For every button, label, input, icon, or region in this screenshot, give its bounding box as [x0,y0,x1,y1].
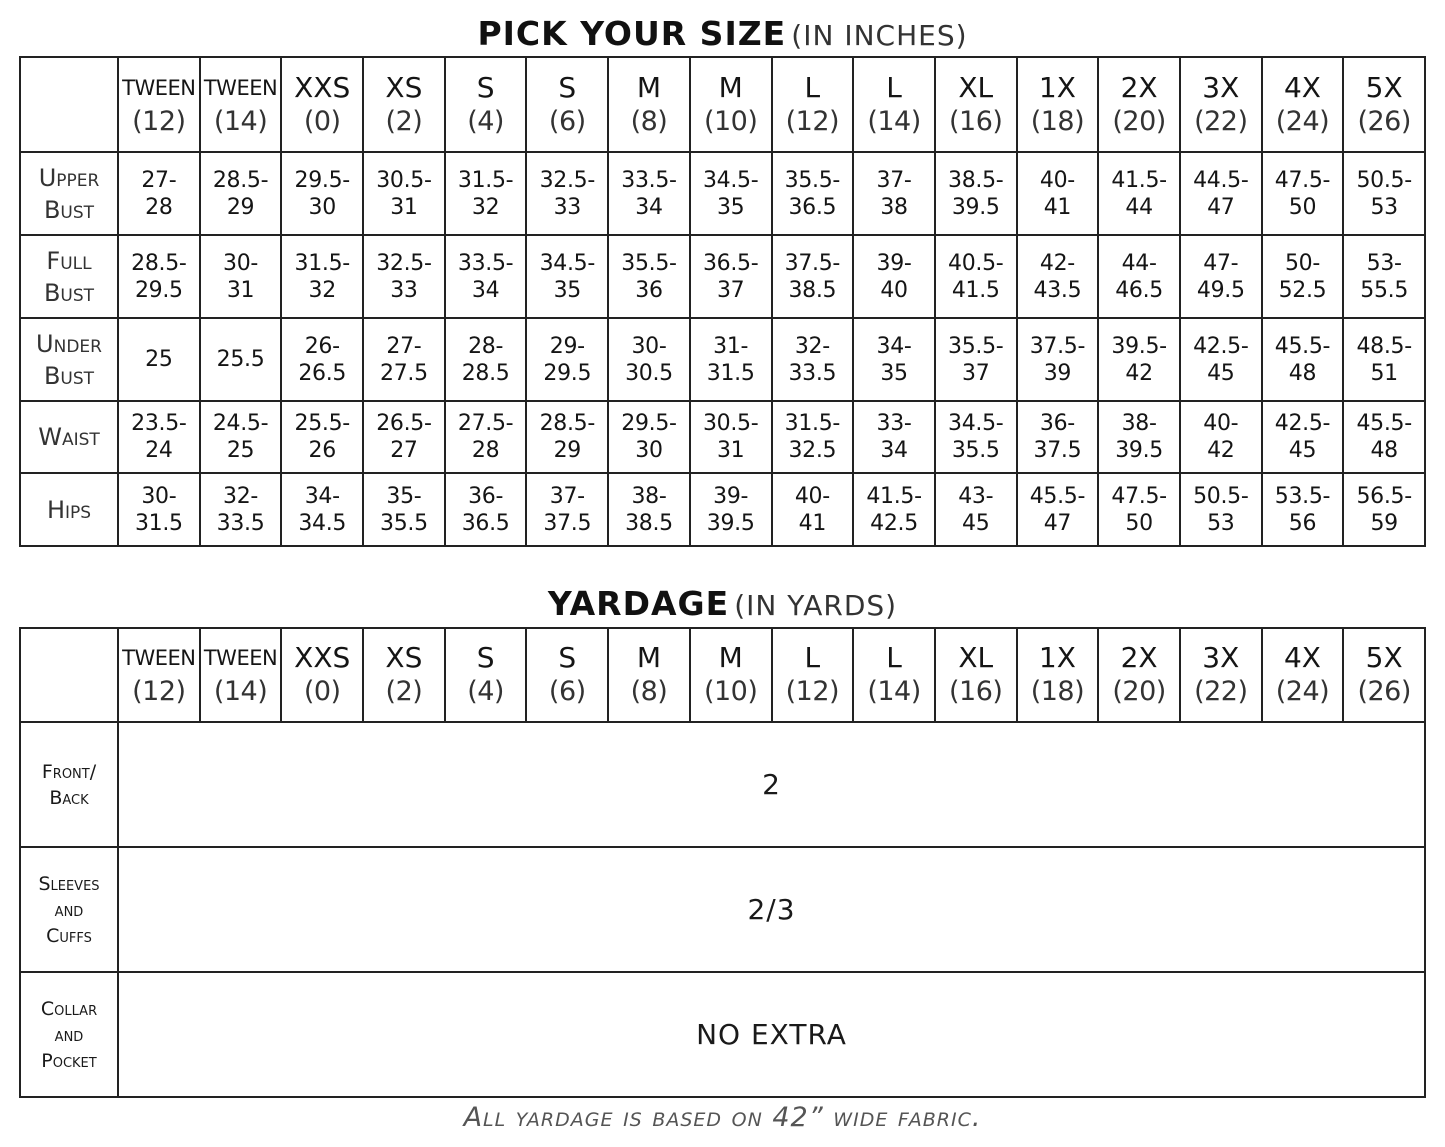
measurement-value: 29- 29.5 [526,318,608,401]
size-name: TWEEN [203,75,278,100]
size-number: (18) [1030,105,1085,137]
measurement-value: 47- 49.5 [1180,235,1262,318]
size-number: (0) [303,676,341,707]
size-header-cell [200,628,282,722]
yardage-label: Front/ Back [20,722,118,847]
size-name: L [804,641,821,674]
size-name: 1X [1038,70,1076,104]
size-name: M [636,70,662,104]
measurement-value: 40- 41 [1017,152,1099,235]
size-number: (4) [467,105,504,137]
measurement-value: 45.5- 48 [1343,401,1425,473]
size-header-cell [363,57,445,152]
size-header-cell [1098,628,1180,722]
size-name: 5X [1365,70,1403,104]
size-number: (8) [630,676,668,707]
size-name: L [886,70,902,104]
size-header-cell [1343,628,1425,722]
measurement-label: Under Bust [20,318,118,401]
size-number: (14) [867,676,921,707]
measurement-value: 33.5- 34 [445,235,527,318]
measurement-value: 30- 30.5 [608,318,690,401]
size-chart-body [20,152,1425,546]
yardage-title-sub: (IN YARDS) [734,589,898,622]
measurement-value: 42.5- 45 [1180,318,1262,401]
size-number: (22) [1194,105,1248,137]
measurement-value: 34- 35 [853,318,935,401]
measurement-value: 40.5- 41.5 [935,235,1017,318]
yardage-label: Collar and Pocket [20,972,118,1097]
measurement-value: 36- 36.5 [445,473,527,546]
measurement-value: 27- 28 [118,152,200,235]
measurement-value: 47.5- 50 [1098,473,1180,546]
measurement-value: 23.5- 24 [118,401,200,473]
measurement-value: 42- 43.5 [1017,235,1099,318]
size-number: (14) [867,105,921,137]
measurement-value: 56.5- 59 [1343,473,1425,546]
size-number: (16) [949,105,1003,137]
measurement-value: 42.5- 45 [1262,401,1344,473]
size-header-cell [118,57,200,152]
measurement-value: 32- 33.5 [200,473,282,546]
size-number: (20) [1112,105,1166,137]
yardage-row [20,847,1425,972]
measurement-value: 40- 42 [1180,401,1262,473]
size-name: S [558,641,577,674]
measurement-value: 26.5- 27 [363,401,445,473]
yardage-value: 2 [118,722,1425,847]
size-name: 1X [1038,641,1076,674]
size-name: S [476,641,495,674]
size-number: (6) [548,105,586,137]
size-name: M [718,641,743,674]
yardage-header-row [20,628,1425,722]
size-number: (14) [213,676,268,707]
size-number: (12) [785,105,840,137]
size-name: L [886,641,902,674]
size-name: XS [385,641,423,674]
measurement-value: 38- 38.5 [608,473,690,546]
measurement-value: 44- 46.5 [1098,235,1180,318]
size-header-cell [200,57,282,152]
measurement-value: 36- 37.5 [1017,401,1099,473]
measurement-value: 28.5- 29.5 [118,235,200,318]
measurement-value: 26- 26.5 [281,318,363,401]
size-header-cell [608,628,690,722]
measurement-value: 41.5- 44 [1098,152,1180,235]
size-number: (18) [1030,676,1085,707]
measurement-value: 35.5- 37 [935,318,1017,401]
yardage-body [20,722,1425,1097]
size-name: 2X [1120,70,1158,104]
measurement-value: 24.5- 25 [200,401,282,473]
yardage-title-main: YARDAGE [547,584,730,623]
measurement-value: 31.5- 32.5 [772,401,854,473]
measurement-label: Waist [20,401,118,473]
size-header-cell [853,628,935,722]
measurement-row [20,401,1425,473]
size-chart-title-sub: (IN INCHES) [791,19,968,52]
size-chart-title-main: PICK YOUR SIZE [477,14,787,53]
size-header-cell [526,628,608,722]
size-number: (2) [385,676,423,707]
size-name: M [636,641,662,674]
measurement-value: 43- 45 [935,473,1017,546]
measurement-label: Hips [20,473,118,546]
measurement-row [20,473,1425,546]
size-header-row [20,57,1425,152]
measurement-value: 34.5- 35 [526,235,608,318]
measurement-value: 38.5- 39.5 [935,152,1017,235]
measurement-value: 39.5- 42 [1098,318,1180,401]
measurement-value: 31.5- 32 [445,152,527,235]
measurement-value: 32.5- 33 [526,152,608,235]
size-header-cell [363,628,445,722]
size-header-cell [118,628,200,722]
yardage-footnote: All yardage is based on 42” wide fabric. [463,1102,982,1133]
measurement-value: 34.5- 35.5 [935,401,1017,473]
measurement-value: 50.5- 53 [1343,152,1425,235]
measurement-value: 30- 31.5 [118,473,200,546]
measurement-value: 29.5- 30 [608,401,690,473]
measurement-value: 38- 39.5 [1098,401,1180,473]
measurement-value: 37.5- 38.5 [772,235,854,318]
yardage-row [20,972,1425,1097]
measurement-label: Full Bust [20,235,118,318]
size-chart-table [19,56,1426,547]
measurement-value: 37- 37.5 [526,473,608,546]
size-name: L [804,70,821,104]
measurement-value: 47.5- 50 [1262,152,1344,235]
size-header-cell [445,628,527,722]
measurement-value: 40- 41 [772,473,854,546]
measurement-value: 33.5- 34 [608,152,690,235]
measurement-value: 32- 33.5 [772,318,854,401]
size-name: 3X [1202,70,1240,104]
size-header-cell [1180,628,1262,722]
size-name: S [558,70,577,104]
size-number: (14) [213,105,268,137]
size-header-cell [690,628,772,722]
size-name: XXS [294,641,351,674]
size-number: (24) [1275,105,1330,137]
measurement-value: 34.5- 35 [690,152,772,235]
yardage-row [20,722,1425,847]
measurement-value: 39- 39.5 [690,473,772,546]
size-number: (10) [703,676,758,707]
size-name: XL [958,641,994,674]
measurement-value: 53- 55.5 [1343,235,1425,318]
size-number: (12) [785,676,840,707]
measurement-value: 34- 34.5 [281,473,363,546]
measurement-value: 53.5- 56 [1262,473,1344,546]
yardage-table [19,627,1426,1098]
size-number: (20) [1112,676,1166,707]
measurement-value: 25.5- 26 [281,401,363,473]
size-header-cell [1262,57,1344,152]
size-number: (8) [630,105,668,137]
size-header-cell [935,57,1017,152]
measurement-value: 39- 40 [853,235,935,318]
size-corner-cell [20,57,118,152]
size-number: (0) [303,105,341,137]
size-number: (22) [1194,676,1248,707]
measurement-value: 29.5- 30 [281,152,363,235]
measurement-value: 25.5 [200,318,282,401]
measurement-value: 41.5- 42.5 [853,473,935,546]
measurement-value: 35.5- 36 [608,235,690,318]
size-name: XL [958,70,994,104]
measurement-label: Upper Bust [20,152,118,235]
size-header-cell [281,628,363,722]
size-number: (2) [385,105,423,137]
size-name: 4X [1283,641,1321,674]
size-name: 2X [1120,641,1158,674]
yardage-label: Sleeves and Cuffs [20,847,118,972]
size-header-cell [1017,628,1099,722]
yardage-value: 2/3 [118,847,1425,972]
measurement-value: 25 [118,318,200,401]
size-header-cell [1098,57,1180,152]
measurement-value: 31- 31.5 [690,318,772,401]
size-header-cell [1180,57,1262,152]
size-header-cell [772,628,854,722]
size-header-cell [608,57,690,152]
measurement-value: 28- 28.5 [445,318,527,401]
size-name: 5X [1365,641,1403,674]
size-header-cell [445,57,527,152]
size-header-cell [526,57,608,152]
measurement-value: 48.5- 51 [1343,318,1425,401]
measurement-value: 32.5- 33 [363,235,445,318]
measurement-value: 35.5- 36.5 [772,152,854,235]
measurement-value: 27- 27.5 [363,318,445,401]
size-header-cell [853,57,935,152]
size-header-cell [935,628,1017,722]
measurement-value: 27.5- 28 [445,401,527,473]
yardage-corner-cell [20,628,118,722]
size-number: (6) [548,676,586,707]
measurement-row [20,235,1425,318]
size-header-cell [1262,628,1344,722]
size-name: 3X [1202,641,1240,674]
size-number: (24) [1275,676,1330,707]
size-chart-title [0,14,1445,53]
size-name: TWEEN [203,646,278,670]
size-number: (4) [467,676,504,707]
size-header-cell [281,57,363,152]
measurement-value: 37- 38 [853,152,935,235]
measurement-value: 50.5- 53 [1180,473,1262,546]
size-name: 4X [1283,70,1321,104]
size-header-cell [1343,57,1425,152]
measurement-value: 45.5- 48 [1262,318,1344,401]
measurement-value: 30.5- 31 [363,152,445,235]
size-number: (16) [949,676,1003,707]
size-name: XS [385,70,423,104]
measurement-value: 31.5- 32 [281,235,363,318]
size-header-cell [690,57,772,152]
size-number: (26) [1357,676,1411,707]
measurement-value: 28.5- 29 [200,152,282,235]
measurement-value: 44.5- 47 [1180,152,1262,235]
measurement-value: 33- 34 [853,401,935,473]
measurement-value: 50- 52.5 [1262,235,1344,318]
measurement-value: 35- 35.5 [363,473,445,546]
measurement-value: 30.5- 31 [690,401,772,473]
size-header-cell [1017,57,1099,152]
size-header-cell [772,57,854,152]
size-name: TWEEN [122,75,196,100]
measurement-value: 28.5- 29 [526,401,608,473]
measurement-value: 36.5- 37 [690,235,772,318]
yardage-value: NO EXTRA [118,972,1425,1097]
yardage-title [0,584,1445,623]
size-number: (12) [132,105,186,137]
measurement-value: 30- 31 [200,235,282,318]
size-name: S [476,70,495,104]
size-name: M [718,70,743,104]
measurement-value: 37.5- 39 [1017,318,1099,401]
measurement-row [20,318,1425,401]
size-number: (26) [1357,105,1411,137]
measurement-value: 45.5- 47 [1017,473,1099,546]
size-number: (10) [703,105,758,137]
size-name: TWEEN [122,646,196,670]
size-number: (12) [132,676,186,707]
size-name: XXS [294,70,351,104]
measurement-row [20,152,1425,235]
